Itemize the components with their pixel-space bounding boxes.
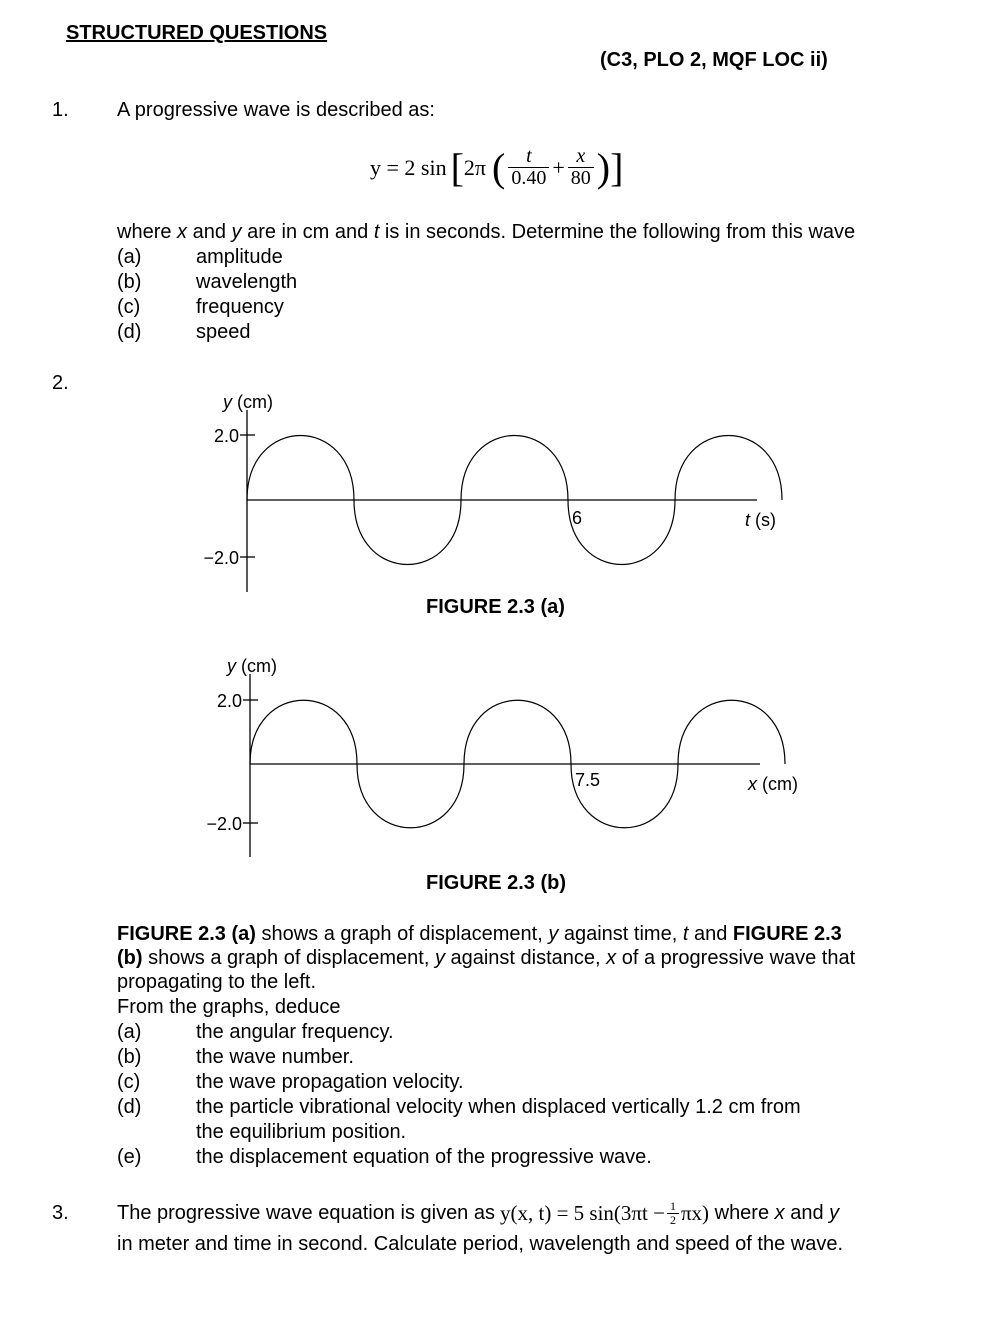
text: shows a graph of displacement, [255,923,549,945]
figure-b-ylabel: y (cm) [227,656,277,676]
var-y: y [231,221,242,243]
figure-a-graph [190,388,790,598]
bold-ref: FIGURE 2.3 [732,923,842,945]
equation-plus: + [552,154,565,180]
q2-option-a-letter: (a) [117,1021,142,1043]
fraction-denominator: 80 [568,167,594,189]
figure-a-marker-label: 6 [572,508,583,528]
fraction-denominator: 2 [667,1213,679,1227]
text: and [187,221,232,243]
text: where [709,1201,775,1224]
fraction-numerator: x [576,145,586,167]
figure-b-xlabel: x (cm) [748,774,798,794]
var-y: y [829,1201,840,1224]
q2-option-c-letter: (c) [117,1071,141,1093]
question-1-number: 1. [52,99,69,121]
fraction-numerator: 1 [669,1199,676,1213]
equation-lhs: y = 2 sin [370,154,447,180]
var-x: x [606,947,617,969]
text: The progressive wave equation is given as [117,1201,495,1224]
text: and [688,923,733,945]
text: shows a graph of displacement, [142,947,435,969]
question-2-line-3: propagating to the left. [117,971,317,993]
q1-option-a-text: amplitude [196,246,283,268]
q1-option-b-text: wavelength [196,271,298,293]
section-title: STRUCTURED QUESTIONS [66,22,328,44]
figure-b-tick-label-top: 2.0 [216,691,242,711]
var-x: x [774,1201,785,1224]
text: are in cm and [241,221,374,243]
q2-option-b-letter: (b) [117,1046,142,1068]
q2-option-d-text: the particle vibrational velocity when displaced vertically 1.2 cm from [196,1096,801,1118]
var-y: y [548,923,559,945]
question-3-line-2: in meter and time in second. Calculate period, wavelength and speed of the wave. [117,1233,843,1255]
question-2-line-2 [117,946,952,970]
figure-b-marker-label: 7.5 [575,770,601,790]
var-t: t [682,923,689,945]
question-2-number: 2. [52,372,69,394]
q2-option-d-letter: (d) [117,1096,142,1118]
figure-b-tick-label-bottom: −2.0 [206,814,242,834]
question-2-line-1 [117,922,952,946]
q3-equation-part2: πx) [680,1200,710,1225]
q3-equation-part1: y(x, t) = 5 sin(3πt − [500,1200,665,1225]
question-1-intro: A progressive wave is described as: [117,99,435,121]
figure-a-tick-label-bottom: −2.0 [203,548,239,568]
text: of a progressive wave that [616,947,856,969]
outcome-code: (C3, PLO 2, MQF LOC ii) [600,49,828,71]
fraction-t-over-period [508,146,549,189]
q2-option-e-letter: (e) [117,1146,142,1168]
q2-option-e-text: the displacement equation of the progressive wave. [196,1146,652,1168]
bold-ref: FIGURE 2.3 (a) [117,923,256,945]
var-t: t [373,221,380,243]
fraction-x-over-wavelength [568,146,594,189]
question-3-line-1 [117,1200,839,1226]
text: against time, [558,923,683,945]
figure-b-graph [190,652,810,862]
equation-2pi: 2π [463,154,487,180]
figure-a-xlabel: t (s) [745,510,777,530]
q1-option-c-letter: (c) [117,296,141,318]
q2-option-a-text: the angular frequency. [196,1021,394,1043]
text: is in seconds. Determine the following from this wave [379,221,856,243]
text: against distance, [444,947,607,969]
q1-option-d-letter: (d) [117,321,142,343]
question-2-line-4: From the graphs, deduce [117,996,341,1018]
q2-option-b-text: the wave number. [196,1046,354,1068]
q1-option-b-letter: (b) [117,271,142,293]
q2-option-d-text-cont: the equilibrium position. [196,1121,407,1143]
q3-equation-fraction [667,1200,679,1226]
question-3-number: 3. [52,1202,69,1224]
text: where [117,221,178,243]
var-x: x [177,221,188,243]
q1-option-c-text: frequency [196,296,284,318]
var-y: y [434,947,445,969]
q2-option-c-text: the wave propagation velocity. [196,1071,464,1093]
figure-a-ylabel: y (cm) [223,392,273,412]
figure-a-caption: FIGURE 2.3 (a) [426,596,565,618]
figure-b-caption: FIGURE 2.3 (b) [426,872,567,894]
text: and [784,1201,830,1224]
question-1-equation: y = 2 sin [ 2π ( $\frac{t}{0.40}$ + $\frac{x}{80}$ )] [370,144,624,190]
fraction-denominator: 0.40 [508,167,549,189]
question-1-description [117,221,855,244]
q1-option-a-letter: (a) [117,246,142,268]
bold-ref: (b) [117,947,143,969]
figure-a-tick-label-top: 2.0 [213,426,239,446]
fraction-numerator: t [526,145,532,167]
q1-option-d-text: speed [196,321,251,343]
